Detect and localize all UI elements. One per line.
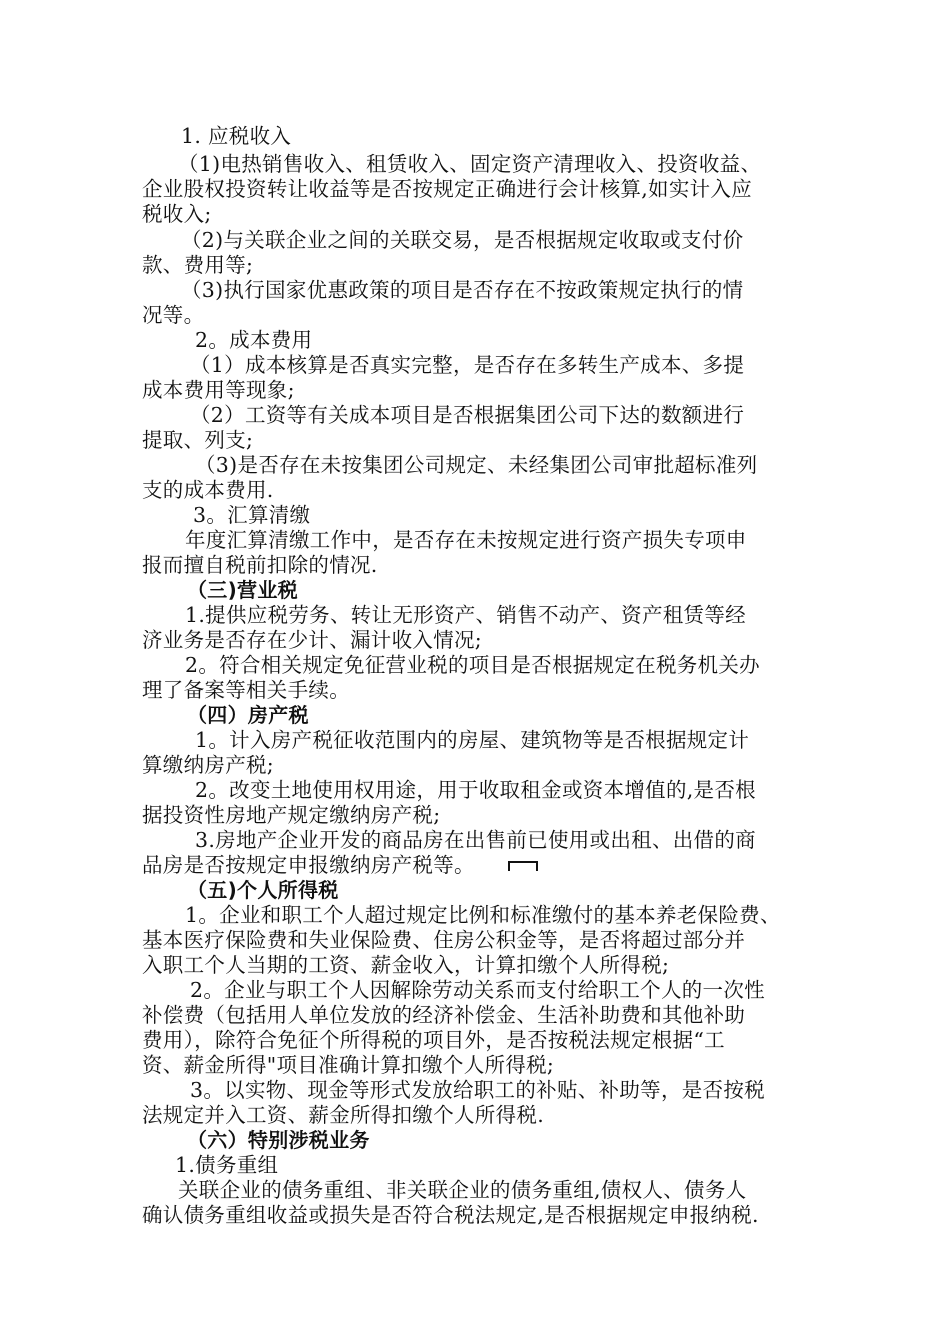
section-heading-individual-income-tax: （五)个人所得税	[187, 878, 339, 902]
heading-taxable-income: 1. 应税收入	[181, 124, 292, 148]
paragraph-line: （2)与关联企业之间的关联交易，是否根据规定收取或支付价	[181, 228, 744, 252]
paragraph-line: 1。企业和职工个人超过规定比例和标准缴付的基本养老保险费、	[185, 903, 781, 927]
paragraph-line: 据投资性房地产规定缴纳房产税;	[142, 803, 441, 827]
paragraph-line: 2。符合相关规定免征营业税的项目是否根据规定在税务机关办	[185, 653, 760, 677]
paragraph-line: 2。企业与职工个人因解除劳动关系而支付给职工个人的一次性	[190, 978, 765, 1002]
paragraph-line: （1）成本核算是否真实完整，是否存在多转生产成本、多提	[190, 353, 745, 377]
paragraph-line: （3)执行国家优惠政策的项目是否存在不按政策规定执行的情	[181, 278, 744, 302]
section-heading-special-tax: （六）特别涉税业务	[187, 1128, 370, 1152]
paragraph-line: 补偿费（包括用人单位发放的经济补偿金、生活补助费和其他补助	[142, 1003, 746, 1027]
heading-settlement: 3。汇算清缴	[193, 503, 311, 527]
paragraph-line: 企业股权投资转让收益等是否按规定正确进行会计核算,如实计入应	[142, 177, 753, 201]
paragraph-line: （1)电热销售收入、租赁收入、固定资产清理收入、投资收益、	[178, 152, 762, 176]
stray-mark	[508, 861, 538, 871]
paragraph-line: 理了备案等相关手续。	[142, 678, 350, 702]
paragraph-line: 资、薪金所得"项目准确计算扣缴个人所得税;	[142, 1053, 555, 1077]
paragraph-line: 2。改变土地使用权用途，用于收取租金或资本增值的,是否根	[195, 778, 756, 802]
paragraph-line: 款、费用等;	[142, 253, 254, 277]
heading-debt-restructuring: 1.债务重组	[175, 1153, 279, 1177]
paragraph-line: 济业务是否存在少计、漏计收入情况;	[142, 628, 483, 652]
paragraph-line: 况等。	[142, 303, 205, 327]
paragraph-line: 品房是否按规定申报缴纳房产税等。	[142, 853, 475, 877]
paragraph-line: 算缴纳房产税;	[142, 753, 275, 777]
heading-cost-expense: 2。成本费用	[195, 328, 313, 352]
paragraph-line: 税收入;	[142, 202, 212, 226]
paragraph-line: 支的成本费用.	[142, 478, 274, 502]
paragraph-line: 入职工个人当期的工资、薪金收入，计算扣缴个人所得税;	[142, 953, 670, 977]
paragraph-line: 3。以实物、现金等形式发放给职工的补贴、补助等，是否按税	[190, 1078, 765, 1102]
paragraph-line: 确认债务重组收益或损失是否符合税法规定,是否根据规定申报纳税.	[142, 1203, 759, 1227]
paragraph-line: 报而擅自税前扣除的情况.	[142, 553, 378, 577]
paragraph-line: 1。计入房产税征收范围内的房屋、建筑物等是否根据规定计	[195, 728, 750, 752]
paragraph-line: （2）工资等有关成本项目是否根据集团公司下达的数额进行	[190, 403, 745, 427]
paragraph-line: 关联企业的债务重组、非关联企业的债务重组,债权人、债务人	[178, 1178, 747, 1202]
paragraph-line: 提取、列支;	[142, 428, 254, 452]
paragraph-line: 3.房地产企业开发的商品房在出售前已使用或出租、出借的商	[195, 828, 756, 852]
paragraph-line: 基本医疗保险费和失业保险费、住房公积金等，是否将超过部分并	[142, 928, 746, 952]
section-heading-property-tax: （四）房产税	[187, 703, 309, 727]
paragraph-line: 成本费用等现象;	[142, 378, 295, 402]
paragraph-line: 1.提供应税劳务、转让无形资产、销售不动产、资产租赁等经	[185, 603, 746, 627]
paragraph-line: 年度汇算清缴工作中，是否存在未按规定进行资产损失专项申	[185, 528, 747, 552]
section-heading-business-tax: （三)营业税	[187, 578, 298, 602]
paragraph-line: 法规定并入工资、薪金所得扣缴个人所得税.	[142, 1103, 545, 1127]
paragraph-line: （3)是否存在未按集团公司规定、未经集团公司审批超标准列	[195, 453, 758, 477]
paragraph-line: 费用），除符合免征个所得税的项目外，是否按税法规定根据“工	[142, 1028, 725, 1052]
